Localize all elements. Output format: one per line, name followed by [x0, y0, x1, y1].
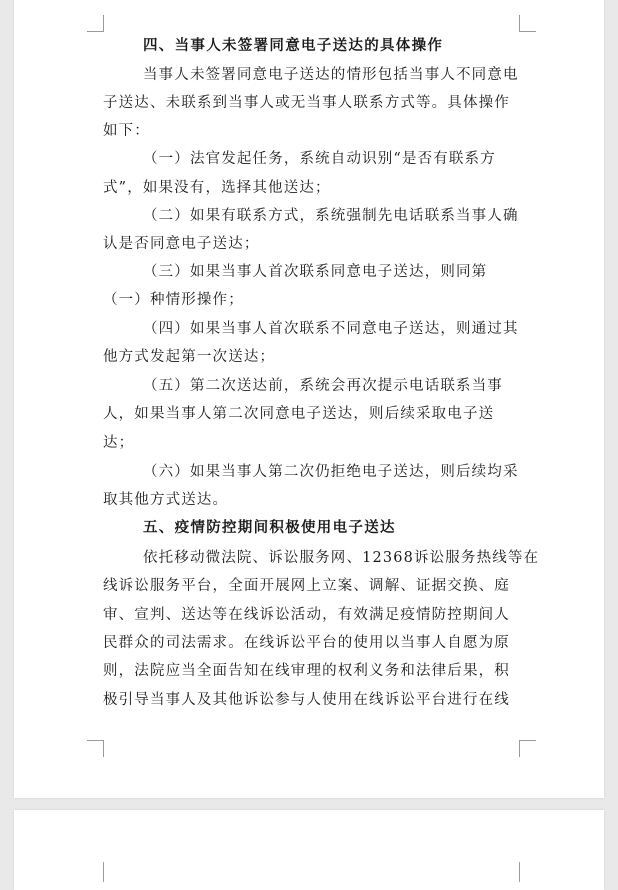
step-4-line: 他方式发起第一次送达； [103, 349, 276, 365]
crop-mark-bottom-left [87, 740, 104, 757]
step-1-line: 式”，如果没有，选择其他送达； [103, 180, 331, 196]
crop-mark-bottom-right [519, 740, 536, 757]
section-heading-4: 四、当事人未签署同意电子送达的具体操作 [143, 37, 444, 54]
paragraph-line: 则，法院应当全面告知在线审理的权利义务和法律后果，积 [103, 663, 510, 679]
step-3-line: （一）种情形操作； [103, 292, 244, 308]
crop-mark-top-right [519, 15, 536, 32]
crop-mark-top-right [519, 862, 536, 882]
document-page-2 [14, 810, 604, 890]
step-5-line: 人，如果当事人第二次同意电子送达，则后续采取电子送 [103, 406, 495, 422]
section-heading-5: 五、疫情防控期间积极使用电子送达 [143, 519, 396, 536]
paragraph-line: 子送达、未联系到当事人或无当事人联系方式等。具体操作 [103, 95, 510, 111]
paragraph-line: 当事人未签署同意电子送达的情形包括当事人不同意电 [143, 67, 519, 83]
step-6-line: 取其他方式送达。 [103, 492, 229, 508]
step-5-line: 达； [103, 435, 135, 451]
paragraph-line: 依托移动微法院、诉讼服务网、12368诉讼服务热线等在 [143, 550, 540, 566]
step-6-line: （六）如果当事人第二次仍拒绝电子送达，则后续均采 [143, 464, 519, 480]
paragraph-line: 极引导当事人及其他诉讼参与人使用在线诉讼平台进行在线 [103, 692, 510, 708]
step-1-line: （一）法官发起任务，系统自动识别“是否有联系方 [143, 151, 496, 167]
step-2-line: （二）如果有联系方式，系统强制先电话联系当事人确 [143, 208, 519, 224]
paragraph-line: 线诉讼服务平台，全面开展网上立案、调解、证据交换、庭 [103, 578, 510, 594]
crop-mark-top-left [87, 862, 104, 882]
step-2-line: 认是否同意电子送达； [103, 236, 260, 252]
paragraph-line: 如下： [103, 123, 150, 139]
step-3-line: （三）如果当事人首次联系同意电子送达，则同第 [143, 264, 488, 280]
crop-mark-top-left [87, 15, 104, 32]
step-4-line: （四）如果当事人首次联系不同意电子送达，则通过其 [143, 321, 519, 337]
paragraph-line: 民群众的司法需求。在线诉讼平台的使用以当事人自愿为原 [103, 635, 510, 651]
paragraph-line: 审、宣判、送达等在线诉讼活动，有效满足疫情防控期间人 [103, 607, 510, 623]
step-5-line: （五）第二次送达前，系统会再次提示电话联系当事 [143, 378, 503, 394]
document-page-1 [14, 0, 604, 798]
